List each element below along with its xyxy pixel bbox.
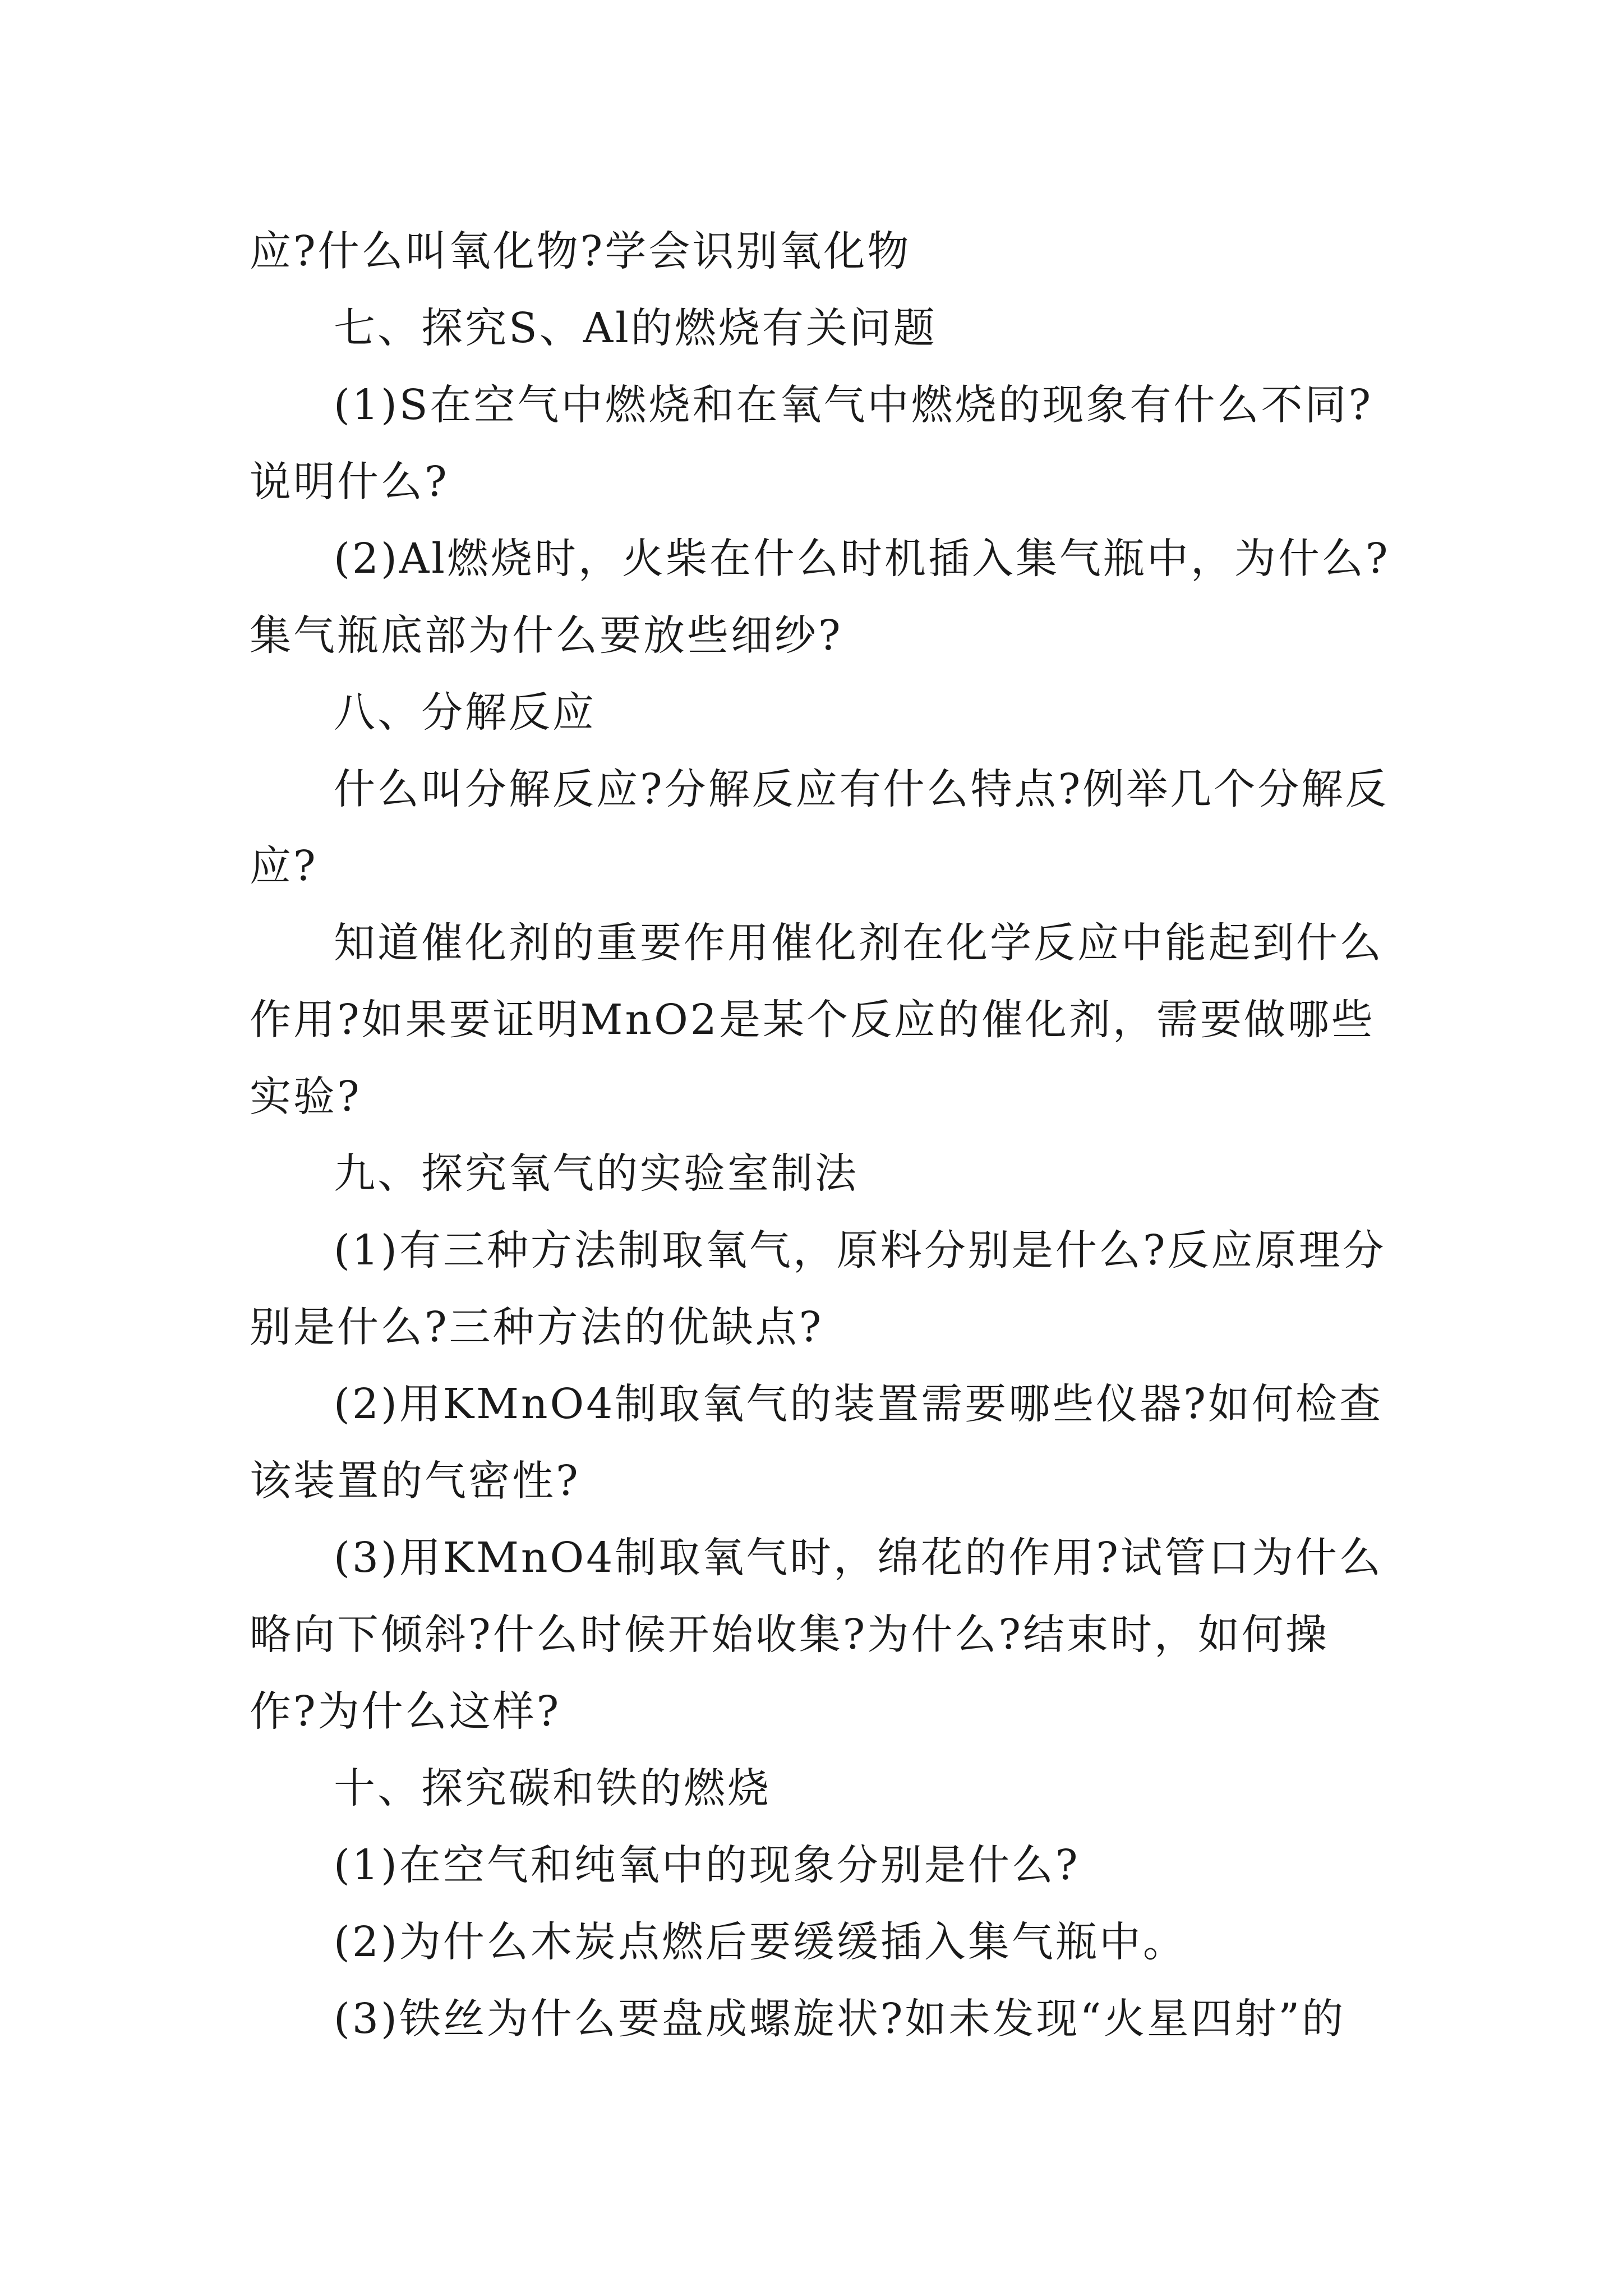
document-body xyxy=(250,213,1394,2058)
paragraph: 知道催化剂的重要作用催化剂在化学反应中能起到什么作用?如果要证明MnO2是某个反应的催化剂，需要做哪些实验? xyxy=(250,919,1384,1121)
paragraph: (3)铁丝为什么要盘成螺旋状?如未发现“火星四射”的 xyxy=(334,1995,1346,2043)
paragraph: 应?什么叫氧化物?学会识别氧化物 xyxy=(250,227,911,275)
section-heading-8: 八、分解反应 xyxy=(334,688,596,737)
section-heading-9: 九、探究氧气的实验室制法 xyxy=(334,1149,859,1198)
paragraph: (1)有三种方法制取氧气，原料分别是什么?反应原理分别是什么?三种方法的优缺点? xyxy=(250,1226,1386,1351)
paragraph: (3)用KMnO4制取氧气时，绵花的作用?试管口为什么略向下倾斜?什么时候开始收集?为什么?结束时，如何操作?为什么这样? xyxy=(250,1534,1383,1736)
paragraph: (1)在空气和纯氧中的现象分别是什么? xyxy=(334,1841,1080,1889)
paragraph: (2)为什么木炭点燃后要缓缓插入集气瓶中。 xyxy=(334,1918,1187,1966)
paragraph: (2)Al燃烧时，火柴在什么时机插入集气瓶中，为什么?集气瓶底部为什么要放些细纱? xyxy=(250,535,1390,660)
paragraph: (1)S在空气中燃烧和在氧气中燃烧的现象有什么不同?说明什么? xyxy=(250,381,1373,506)
section-heading-10: 十、探究碳和铁的燃烧 xyxy=(334,1764,771,1812)
section-heading-7: 七、探究S、Al的燃烧有关问题 xyxy=(334,304,937,352)
paragraph: (2)用KMnO4制取氧气的装置需要哪些仪器?如何检查该装置的气密性? xyxy=(250,1380,1383,1505)
paragraph: 什么叫分解反应?分解反应有什么特点?例举几个分解反应? xyxy=(250,765,1389,890)
